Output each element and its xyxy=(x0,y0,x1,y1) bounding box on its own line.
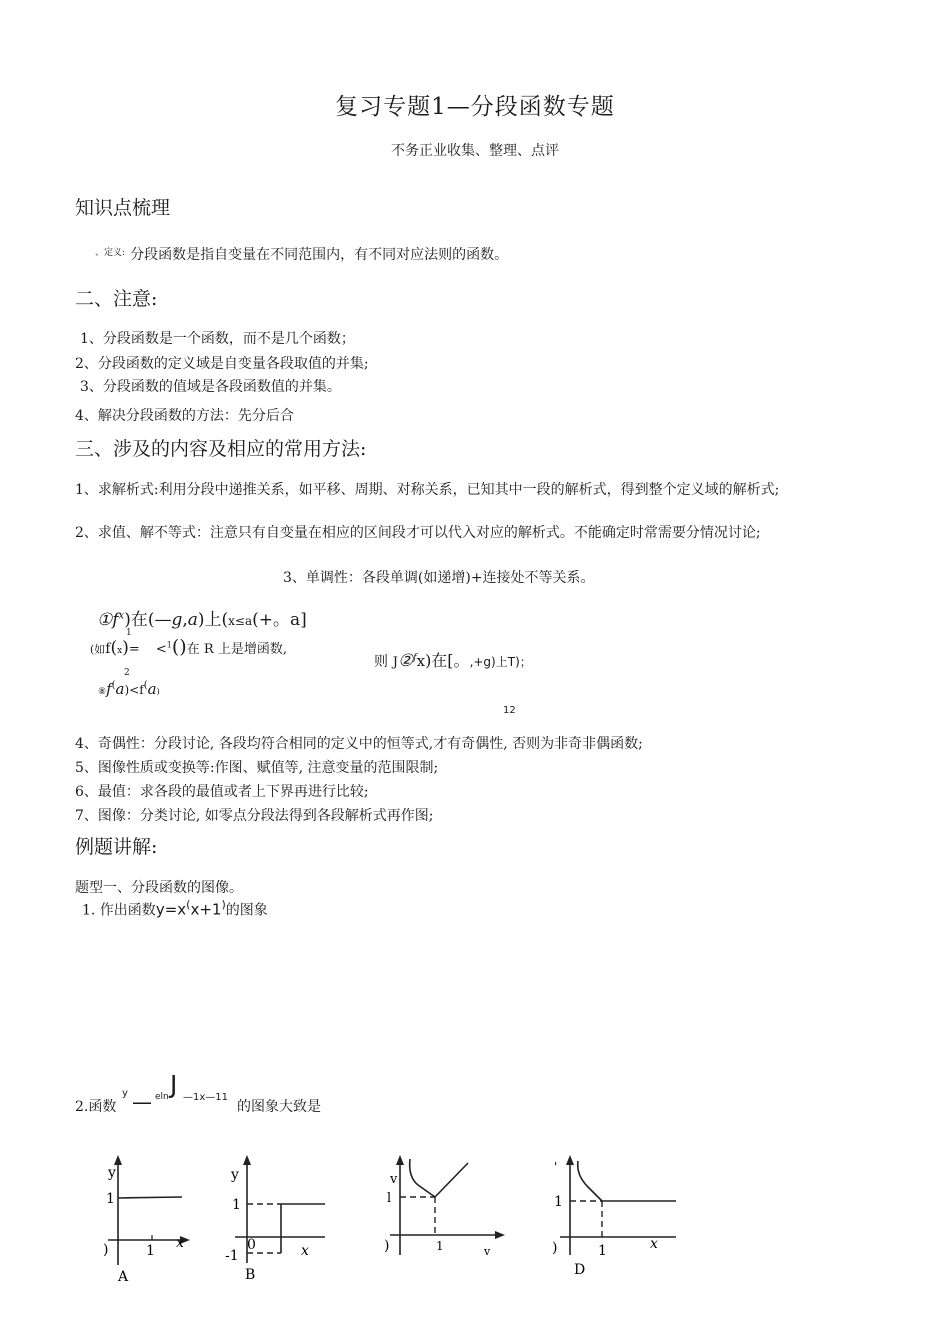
note-item-2: 2、分段函数的定义域是自变量各段取值的并集; xyxy=(75,356,369,372)
formula-token: ) xyxy=(122,638,129,658)
formula-token: R xyxy=(203,642,214,657)
page-subtitle: 不务正业收集、整理、点评 xyxy=(391,143,559,159)
question-2-formula: —1x—11 xyxy=(183,1092,229,1103)
graph-c xyxy=(380,1155,505,1260)
formula-token: ) xyxy=(156,687,160,696)
graph-a-y-label: y xyxy=(108,1165,116,1181)
formula-line-2 xyxy=(90,636,287,658)
formula-token: J xyxy=(392,655,398,670)
method-item-3: 3、单调性：各段单调(如递增)+连接处不等关系。 xyxy=(283,570,595,586)
formula-token: )上( xyxy=(197,610,229,630)
formula-token: (+ xyxy=(252,610,274,630)
formula-token: g xyxy=(171,610,183,630)
graph-d xyxy=(550,1155,680,1285)
formula-token: () xyxy=(171,636,187,658)
formula-token: (如 xyxy=(90,643,106,656)
formula-token: x xyxy=(117,646,123,656)
definition-line xyxy=(95,244,508,264)
graph-d-left-curve xyxy=(578,1161,602,1201)
graph-c-y-arrow-icon xyxy=(396,1155,404,1165)
graph-d-origin-label: ) xyxy=(552,1240,558,1256)
question-1-formula: x+1 xyxy=(190,900,222,919)
definition-prefix: 、定义: xyxy=(95,248,126,258)
graph-a-curve xyxy=(118,1197,182,1198)
graph-c-y-tick-label: l xyxy=(387,1191,392,1206)
section-heading-examples: 例题讲解: xyxy=(75,836,158,858)
method-item-6: 6、最值：求各段的最值或者上下界再进行比较; xyxy=(75,784,369,800)
formula-line-1 xyxy=(97,605,307,630)
question-2-suffix: 的图象大致是 xyxy=(237,1099,321,1115)
formula-subscript-12: 12 xyxy=(503,705,516,716)
graph-b-origin-label: 0 xyxy=(247,1237,256,1253)
question-1-suffix: 的图象 xyxy=(225,902,268,919)
graph-c-left-curve xyxy=(410,1159,435,1197)
question-2-prefix: 2.函数 xyxy=(75,1099,117,1115)
graph-b-y-tick-label: 1 xyxy=(232,1197,241,1213)
question-2-formula: — xyxy=(132,1090,152,1114)
method-item-7: 7、图像：分类讨论, 如零点分段法得到各段解析式再作图; xyxy=(75,808,434,824)
section-heading-methods: 三、涉及的内容及相应的常用方法: xyxy=(75,438,367,460)
formula-sup-2: 2 xyxy=(124,668,130,678)
question-2-formula: J xyxy=(170,1070,178,1099)
formula-token: ,+g)上 xyxy=(469,655,508,669)
graph-a-origin-label: ) xyxy=(103,1242,109,1258)
formula-token: ( xyxy=(110,638,118,658)
question-1-formula: ( xyxy=(186,898,191,911)
formula-line-2-right xyxy=(374,648,532,671)
formula-token: x xyxy=(118,610,125,622)
graph-d-x-tick-label: 1 xyxy=(598,1243,607,1259)
graph-c-right-line xyxy=(435,1163,468,1197)
question-1 xyxy=(82,898,268,919)
question-2 xyxy=(75,1070,395,1120)
formula-token: ( xyxy=(143,680,148,691)
formula-token: f xyxy=(413,653,417,663)
graph-d-y-label: ' xyxy=(554,1160,558,1174)
graph-b-option-label: B xyxy=(245,1267,256,1283)
formula-token: < xyxy=(155,642,167,657)
graph-a-x-label: x xyxy=(176,1235,184,1251)
formula-token: 则 xyxy=(374,654,388,670)
formula-token: T)； xyxy=(507,655,532,669)
question-1-formula: y=x xyxy=(155,900,187,919)
graph-a-y-tick-label: 1 xyxy=(106,1191,115,1207)
page-title: 复习专题1—分段函数专题 xyxy=(335,94,615,120)
section-heading-knowledge: 知识点梳理 xyxy=(75,197,171,219)
formula-token: x≤ xyxy=(228,614,245,628)
graph-b-y-neg-label: -1 xyxy=(225,1248,239,1264)
note-item-1: 1、分段函数是一个函数，而不是几个函数； xyxy=(80,331,355,347)
method-item-2: 2、求值、解不等式：注意只有自变量在相应的区间段才可以代入对应的解析式。不能确定时常需要分情况讨论; xyxy=(75,525,761,541)
example-type-1: 题型一、分段函数的图像。 xyxy=(75,880,243,896)
graph-d-x-label: x xyxy=(650,1236,658,1252)
formula-token: )<f xyxy=(124,683,144,697)
formula-line-3 xyxy=(98,680,160,698)
formula-token: f xyxy=(112,610,119,630)
formula-token: ① xyxy=(97,610,113,630)
graph-b-x-label: x xyxy=(301,1243,309,1259)
formula-token: a xyxy=(147,680,157,698)
note-item-4: 4、解决分段函数的方法：先分后合 xyxy=(75,408,294,424)
formula-token: , xyxy=(182,610,188,630)
graph-c-x-label: v xyxy=(484,1245,491,1258)
question-1-prefix: 1. 作出函数 xyxy=(82,902,156,919)
formula-token: a xyxy=(244,614,253,628)
graph-d-y-tick-label: 1 xyxy=(554,1194,563,1210)
question-1-formula: ) xyxy=(221,898,226,911)
method-item-5: 5、图像性质或变换等:作图、赋值等, 注意变量的范围限制; xyxy=(75,760,439,776)
section-heading-notes: 二、注意: xyxy=(75,288,158,310)
graph-c-x-arrow-icon xyxy=(495,1231,505,1239)
formula-token: )在(— xyxy=(124,610,172,630)
formula-token: a xyxy=(115,680,125,698)
formula-token: 在 xyxy=(186,642,200,657)
formula-token: a xyxy=(187,610,198,630)
graph-a-y-arrow-icon xyxy=(114,1155,122,1165)
method-item-4: 4、奇偶性：分段讨论, 各段均符合相同的定义中的恒等式,才有奇偶性, 否则为非奇非偶函数; xyxy=(75,736,643,752)
graph-b xyxy=(225,1155,330,1285)
formula-token: 。a] xyxy=(273,610,307,630)
graph-a xyxy=(100,1155,190,1285)
formula-token: x xyxy=(416,652,426,670)
graph-d-option-label: D xyxy=(574,1262,586,1278)
formula-token: )在[。 xyxy=(425,651,470,670)
definition-text: 分段函数是指自变量在不同范围内，有不同对应法则的函数。 xyxy=(130,247,509,263)
graph-c-origin-label: ) xyxy=(384,1238,390,1254)
formula-token: ⑧ xyxy=(98,687,107,697)
method-item-1: 1、求解析式:利用分段中递推关系，如平移、周期、对称关系，已知其中一段的解析式，得到整个定义域的解析式; xyxy=(75,482,780,498)
question-2-formula: y xyxy=(122,1088,128,1099)
formula-token: ② xyxy=(398,651,414,671)
question-2-formula: eln xyxy=(155,1092,169,1102)
graph-c-x-tick-label: 1 xyxy=(436,1239,444,1253)
graph-b-y-label: y xyxy=(231,1167,239,1183)
graph-a-x-tick-label: 1 xyxy=(146,1243,155,1259)
graph-a-option-label: A xyxy=(118,1269,129,1285)
formula-token: f xyxy=(106,680,112,698)
graph-b-y-arrow-icon xyxy=(243,1155,251,1165)
formula-token: ( xyxy=(111,680,116,691)
formula-token: = xyxy=(128,642,140,657)
formula-sup-1: 1 xyxy=(126,628,132,638)
formula-token: 1 xyxy=(166,640,172,650)
graph-d-y-arrow-icon xyxy=(566,1155,574,1165)
formula-token: 上是增函数, xyxy=(217,642,287,657)
note-item-3: 3、分段函数的值域是各段函数值的并集。 xyxy=(80,379,341,395)
graph-c-y-label: v xyxy=(390,1172,398,1187)
formula-token: f xyxy=(105,641,111,657)
